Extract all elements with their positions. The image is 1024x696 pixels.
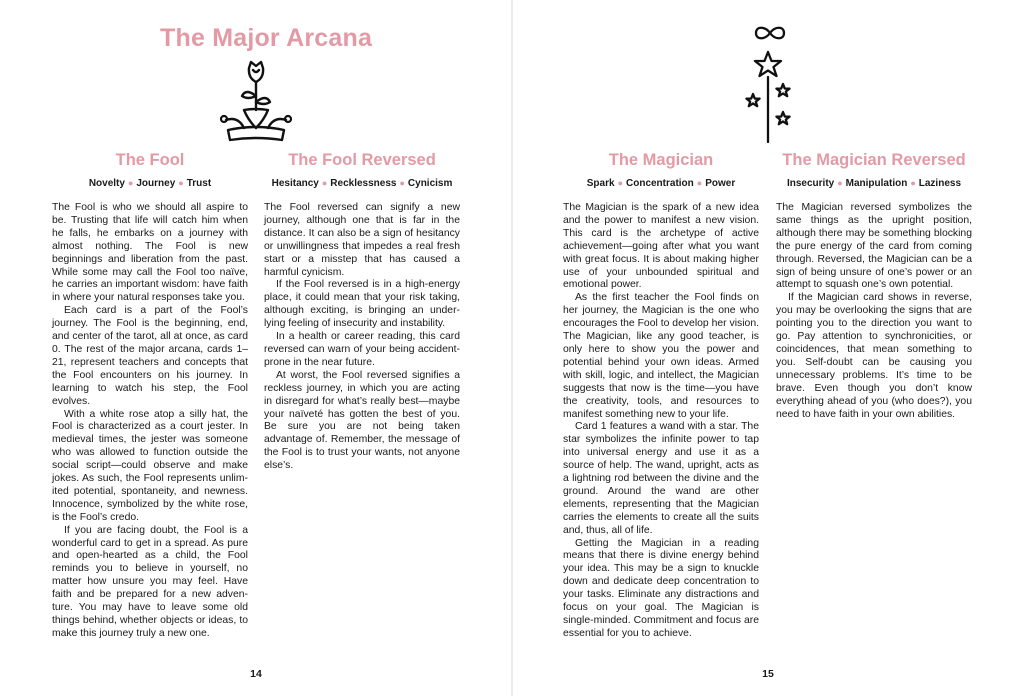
section-heading: The Fool [115, 151, 185, 169]
keywords [52, 178, 248, 189]
bullet-dot-icon: ● [837, 178, 843, 188]
bullet-dot-icon: ● [910, 178, 916, 188]
keyword: Recklessness [330, 178, 397, 189]
keyword: Trust [186, 178, 212, 189]
keywords [776, 178, 972, 189]
paragraph: Each card is a part of the Fool’s journey. The Fool is the beginning, end, and center of the tarot, all at once, as card 0. The rest of the major arcana, cards 1–21, represent teachers and concepts that the Fool encounters on his journey. In learning to watch his step, the Fool evolves. [52, 305, 248, 407]
section-body [52, 202, 248, 641]
bullet-dot-icon: ● [127, 178, 134, 188]
section-the-fool [52, 151, 248, 641]
right-page [512, 0, 1024, 696]
keyword: Novelty [88, 178, 125, 189]
keyword: Power [705, 178, 736, 189]
keyword: Insecurity [786, 178, 835, 189]
paragraph: The Fool reversed can signify a new journey, although one that is far in the distance. It can also be a sign of hesitancy or unwillingness that impedes a real fresh start or a misstep that has caused a harmful cynicism. [264, 202, 460, 278]
magician-wand-infinity-stars-icon [744, 22, 796, 146]
bullet-dot-icon: ● [617, 178, 623, 188]
paragraph: Getting the Magician in a reading means that there is divine energy behind your idea. This may be a sign to knuckle down and dedicate deep concentration to your tasks. Eliminate any distractions and focus on your goal. The Magician is single-minded. Commitment and focus are essential for you to achieve. [563, 537, 759, 639]
bullet-dot-icon: ● [399, 178, 405, 188]
paragraph: As the first teacher the Fool finds on her journey, the Magician is the one who encourages the Fool to develop her vision. The Magician, like any good teacher, is only here to show you the power and potential behind your own ideas. Armed with skill, logic, and intellect, the Magician suggests that now is the time—you have the creativity, tools, and resources to manifest something new to your life. [563, 292, 759, 420]
chapter-title: The Major Arcana [160, 24, 373, 52]
bullet-dot-icon: ● [178, 178, 184, 188]
section-body [264, 202, 460, 473]
paragraph: The Fool is who we should all aspire to be. Trusting that life will catch him when he falls, he embarks on a journey with almost nothing. The Fool is new beginnings and liberation from the past. While some may call the Fool too naïve, he carries an important wisdom: have faith in where your natural responses take you. [52, 202, 248, 304]
section-the-magician-reversed [776, 151, 972, 421]
keywords [264, 178, 460, 189]
keyword: Hesitancy [271, 178, 319, 189]
paragraph: The Magician reversed symbolizes the same things as the upright position, although there may be something blocking the pure energy of the card from coming through. Reversed, the Magician can be a sign of being unsure of one’s power or an attempt to squash one’s own potential. [776, 202, 972, 291]
section-body [563, 202, 759, 641]
section-body [776, 202, 972, 421]
section-heading: The Magician Reversed [782, 151, 966, 169]
paragraph: If you are facing doubt, the Fool is a wonderful card to get in a spread. As pure and open-hearted as a child, the Fool reminds you to believe in yourself, no matter how unsure you may feel. Have faith and be prepared for a new adventure. You may have to leave some old things behind, whether objects or ideas, to make this journey truly a new one. [52, 524, 248, 639]
paragraph: Card 1 features a wand with a star. The star symbolizes the infinite power to tap into universal energy and use it as a source of help. The wand, upright, acts as a lightning rod between the divine and the ground. Around the wand are other elements, representing that the Magician carries the elements to create all the suits and, thus, all of life. [563, 421, 759, 536]
rose-in-jester-hat-icon [218, 58, 294, 146]
paragraph: At worst, the Fool reversed signifies a reckless journey, in which you are acting in disregard for what’s really best—maybe your naïveté has gotten the best of you. Be sure you are not being taken advantage of. Remember, the message of the Fool is to trust your wants, not anyone else’s. [264, 369, 460, 472]
keyword: Cynicism [407, 178, 453, 189]
page-number: 14 [250, 668, 262, 680]
section-the-fool-reversed [264, 151, 460, 473]
page-number: 15 [762, 668, 774, 680]
paragraph: If the Magician card shows in reverse, you may be overlooking the signs that are pointing you to the direction you want to go. Pay attention to synchronicities, or coincidences, that mean something to you. Self-doubt can be causing you unnecessary problems. It’s time to be brave. Even though you don’t know everything ahead of you (who does?), you need to have faith in your own abilities. [776, 292, 972, 420]
keywords [563, 178, 759, 189]
keyword: Spark [586, 178, 615, 189]
section-the-magician [563, 151, 759, 641]
keyword: Concentration [626, 178, 694, 189]
paragraph: If the Fool reversed is in a high-energy place, it could mean that your risk taking, although exciting, is bringing an underlying feeling of insecurity and instability. [264, 279, 460, 330]
section-heading: The Magician [608, 151, 714, 169]
bullet-dot-icon: ● [696, 178, 703, 188]
keyword: Manipulation [845, 178, 908, 189]
keyword: Journey [136, 178, 176, 189]
paragraph: In a health or career reading, this card reversed can warn of your being accident-prone in the near future. [264, 331, 460, 368]
paragraph: The Magician is the spark of a new idea and the power to manifest a new vision. This card is the archetype of active achievement—going after what you want with great focus. It is about making higher use of your unbounded spiritual and emotional power. [563, 202, 759, 291]
paragraph: With a white rose atop a silly hat, the Fool is characterized as a court jester. In medieval times, the jester was someone who was allowed to function outside the social script—could observe and make jokes. As such, the Fool represents unlimited potential, spontaneity, and newness. Innocence, symbolized by the white rose, is the Fool’s credo. [52, 408, 248, 523]
section-heading: The Fool Reversed [288, 151, 436, 169]
keyword: Laziness [918, 178, 962, 189]
bullet-dot-icon: ● [321, 178, 328, 188]
